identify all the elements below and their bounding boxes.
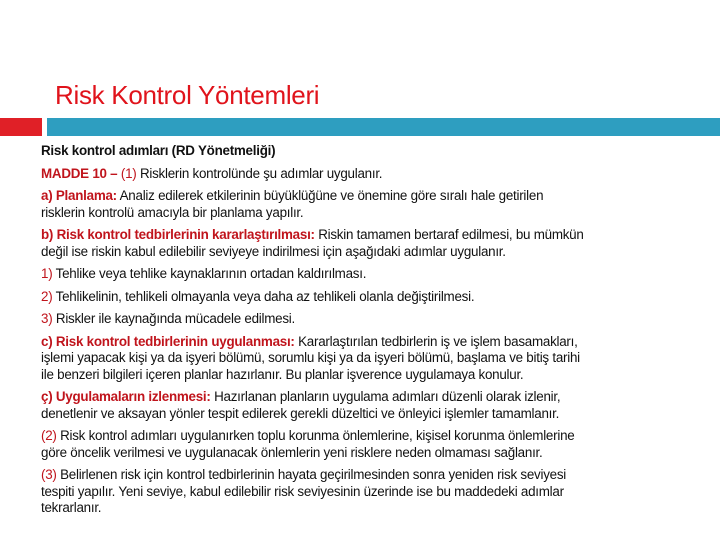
line-text: Riskler ile kaynağında mücadele edilmesi. (52, 311, 295, 326)
paragraph-label: b) Risk kontrol tedbirlerinin kararlaştırılması: (41, 227, 315, 242)
paragraph-number: 2) (41, 288, 53, 304)
text-line (41, 428, 716, 445)
text-line (41, 367, 716, 384)
paragraph-number: 3) (41, 311, 53, 326)
text-line (41, 334, 716, 351)
text-line (41, 311, 716, 328)
paragraph (41, 266, 716, 283)
line-text: Hazırlanan planların uygulama adımları düzenli olarak izlenir, (210, 389, 561, 404)
paragraph (41, 389, 716, 422)
text-line (41, 467, 716, 484)
line-text: Belirlenen risk için kontrol tedbirlerinin hayata geçirilmesinden sonra yeniden risk seviyesi (56, 467, 567, 482)
text-line (41, 244, 716, 261)
accent-bar-red (0, 118, 42, 136)
paragraph (41, 334, 716, 384)
line-text: tespiti yapılır. Yeni seviye, kabul edilebilir risk seviyesinin üzerinde ise bu maddedeki adımlar (41, 483, 564, 499)
text-line (41, 166, 716, 183)
text-line (41, 406, 716, 423)
line-text: Riskin tamamen bertaraf edilmesi, bu mümkün (314, 227, 584, 242)
line-text: Risk kontrol adımları uygulanırken toplu korunma önlemlerine, kişisel korunma önlemlerine (56, 428, 575, 443)
line-text: denetlenir ve aksayan yönler tespit edilerek gerekli düzeltici ve önleyici işlemler tamamlanır. (41, 405, 560, 421)
paragraph (41, 188, 716, 221)
slide-body (41, 143, 716, 523)
line-text: işlemi yapacak kişi ya da işyeri bölümü, sorumlu kişi ya da işyeri bölümü, başlama ve bitiş tarihi (41, 350, 580, 365)
text-line (41, 289, 716, 306)
line-text: Analiz edilerek etkilerinin büyüklüğüne ve önemine göre sıralı hale getirilen (116, 188, 544, 203)
slide-title: Risk Kontrol Yöntemleri (55, 80, 320, 110)
text-line (41, 445, 716, 462)
line-text: göre öncelik verilmesi ve uygulanacak önlemlerin yeni risklere neden olmaması sağlanır. (41, 444, 543, 460)
paragraph-label: MADDE 10 – (41, 165, 118, 181)
text-line (41, 227, 716, 244)
section-heading: Risk kontrol adımları (RD Yönetmeliği) (41, 143, 276, 158)
paragraph (41, 227, 716, 260)
line-text: Tehlikelinin, tehlikeli olmayanla veya daha az tehlikeli olanla değiştirilmesi. (52, 288, 475, 304)
paragraph (41, 428, 716, 461)
text-line (41, 484, 716, 501)
paragraph (41, 166, 716, 183)
paragraph (41, 311, 716, 328)
text-line (41, 188, 716, 205)
paragraph-label: a) Planlama: (41, 188, 117, 203)
paragraph (41, 289, 716, 306)
line-text: Kararlaştırılan tedbirlerin iş ve işlem basamakları, (294, 333, 578, 349)
line-text: değil ise riskin kabul edilebilir seviyeye indirilmesi için aşağıdaki adımlar uygulanır. (41, 243, 506, 259)
paragraph-number: (1) (120, 165, 137, 181)
line-text: Risklerin kontrolünde şu adımlar uygulanır. (136, 165, 383, 181)
paragraph-label: ç) Uygulamaların izlenmesi: (41, 389, 211, 404)
text-line (41, 350, 716, 367)
accent-bar-teal (47, 118, 720, 136)
paragraph (41, 467, 716, 517)
text-line (41, 205, 716, 222)
text-line (41, 266, 716, 283)
paragraph-number: (3) (41, 467, 57, 482)
line-text: tekrarlanır. (41, 500, 102, 515)
paragraph-number: 1) (41, 266, 53, 281)
paragraph-label: c) Risk kontrol tedbirlerinin uygulanması: (41, 333, 295, 349)
text-line (41, 500, 716, 517)
line-text: ile benzeri bilgileri içeren planlar hazırlanır. Bu planlar işverence uygulamaya konulur. (41, 366, 524, 382)
paragraph-number: (2) (41, 428, 57, 443)
line-text: Tehlike veya tehlike kaynaklarının ortadan kaldırılması. (52, 266, 367, 281)
line-text: risklerin kontrolü amacıyla bir planlama yapılır. (41, 204, 304, 220)
text-line (41, 389, 716, 406)
